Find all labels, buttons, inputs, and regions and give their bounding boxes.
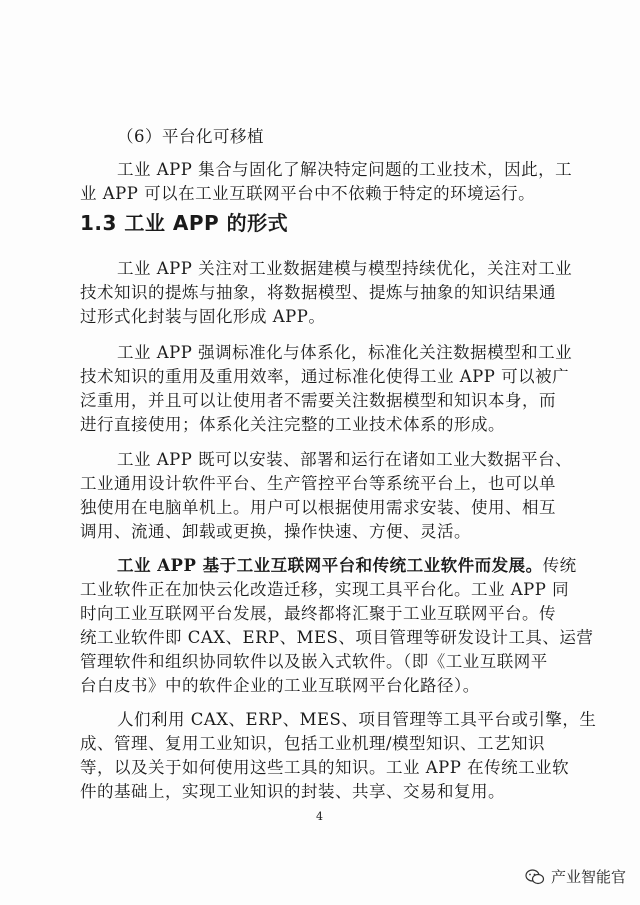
paragraph-line: 工业 APP 强调标准化与体系化，标准化关注数据模型和工业 <box>117 343 573 362</box>
paragraph-line: 管理软件和组织协同软件以及嵌入式软件。（即《工业互联网平 <box>80 652 548 671</box>
paragraph-text: 传统 <box>542 556 577 575</box>
paragraph-line: 人们利用 CAX、ERP、MES、项目管理等工具平台或引擎，生 <box>117 710 597 729</box>
section-heading: 1.3 工业 APP 的形式 <box>80 211 289 235</box>
paragraph-line: 调用、流通、卸载或更换，操作快速、方便、灵活。 <box>80 522 471 541</box>
paragraph-line: 进行直接使用；体系化关注完整的工业技术体系的形成。 <box>80 415 505 434</box>
paragraph-line: 业 APP 可以在工业互联网平台中不依赖于特定的环境运行。 <box>80 184 536 203</box>
paragraph-line: 技术知识的重用及重用效率，通过标准化使得工业 APP 可以被广 <box>80 367 570 386</box>
bold-statement: 工业 APP 基于工业互联网平台和传统工业软件而发展。 <box>117 556 543 575</box>
watermark <box>525 866 626 887</box>
paragraph-line: 台白皮书》中的软件企业的工业互联网平台化路径）。 <box>80 676 480 695</box>
paragraph-line: 成、管理、复用工业知识，包括工业机理/模型知识、工艺知识 <box>80 734 546 753</box>
paragraph-line: 工业通用设计软件平台、生产管控平台等系统平台上，也可以单 <box>80 474 556 493</box>
paragraph-line <box>117 556 577 576</box>
paragraph-line: 独使用在电脑单机上。用户可以根据使用需求安装、使用、相互 <box>80 498 556 517</box>
section-subheading: （6）平台化可移植 <box>117 127 264 146</box>
paragraph-line: 工业 APP 既可以安装、部署和运行在诸如工业大数据平台、 <box>117 450 573 469</box>
watermark-text: 产业智能官 <box>550 868 626 886</box>
wechat-icon <box>525 869 545 885</box>
paragraph-line: 等，以及关于如何使用这些工具的知识。工业 APP 在传统工业软 <box>80 758 570 777</box>
paragraph-line: 统工业软件即 CAX、ERP、MES、项目管理等研发设计工具、运营 <box>80 628 594 647</box>
page-number: 4 <box>316 810 323 823</box>
paragraph-line: 过形式化封装与固化形成 APP。 <box>80 307 326 326</box>
paragraph-line: 工业软件正在加快云化改造迁移，实现工具平台化。工业 APP 同 <box>80 580 570 599</box>
paragraph-line: 时向工业互联网平台发展，最终都将汇聚于工业互联网平台。传 <box>80 604 556 623</box>
paragraph-line: 件的基础上，实现工业知识的封装、共享、交易和复用。 <box>80 782 505 801</box>
paragraph-line: 工业 APP 集合与固化了解决特定问题的工业技术，因此，工 <box>117 160 573 179</box>
paragraph-line: 技术知识的提炼与抽象，将数据模型、提炼与抽象的知识结果通 <box>80 283 556 302</box>
paragraph-line: 泛重用，并且可以让使用者不需要关注数据模型和知识本身，而 <box>80 391 556 410</box>
paragraph-line: 工业 APP 关注对工业数据建模与模型持续优化，关注对工业 <box>117 259 573 278</box>
